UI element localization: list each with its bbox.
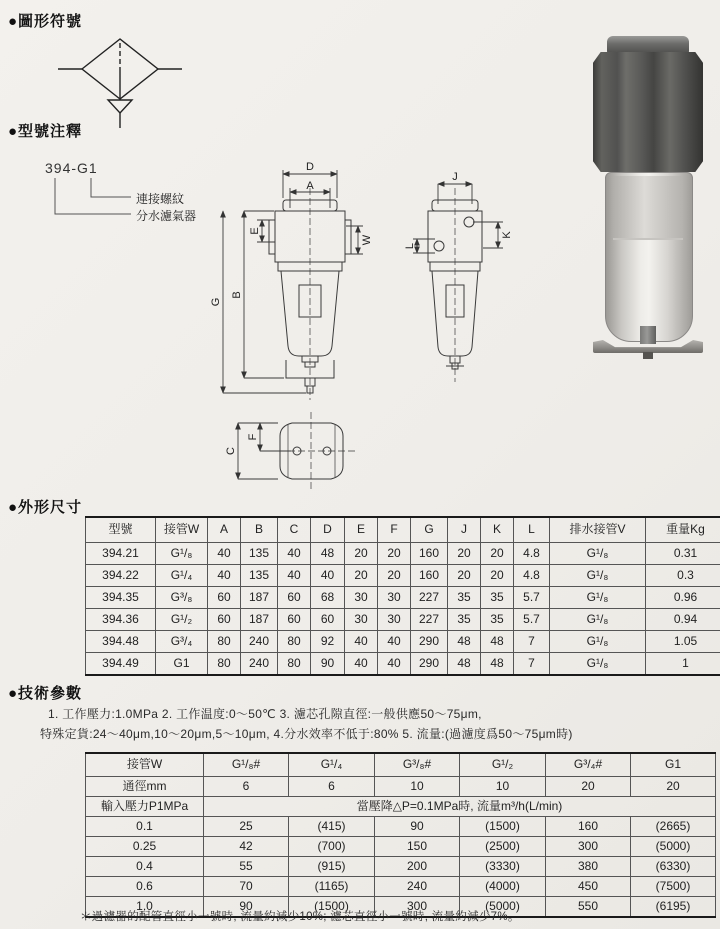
cell: 1.05	[646, 631, 720, 653]
row-label: 接管W	[86, 753, 204, 777]
heading-graphic-symbol: ●圖形符號	[8, 13, 83, 30]
cell: 20	[378, 565, 411, 587]
cell: 35	[481, 587, 514, 609]
dim-label-A: A	[306, 180, 314, 192]
table-row	[86, 543, 720, 565]
col-header: F	[378, 517, 411, 543]
table-row	[86, 631, 720, 653]
thread-header: G³/₈#	[375, 753, 460, 777]
table-row	[86, 777, 716, 797]
label-water-filter: 分水濾氣器	[136, 209, 197, 223]
table-row	[86, 609, 720, 631]
cell: (700)	[289, 837, 375, 857]
cell: 7	[514, 653, 550, 676]
cell: 70	[204, 877, 289, 897]
dim-header-row	[86, 517, 720, 543]
col-header: G	[411, 517, 448, 543]
cell: G¹/₈	[550, 543, 646, 565]
cell: 10	[375, 777, 460, 797]
spec-note-line2: 特殊定貨:24～40μm,10～20μm,5～10μm, 4.分水效率不低于:80% 5. 流量:(過濾度爲50～75μm時)	[40, 727, 573, 741]
heading-model-notes: ●型號注釋	[8, 123, 83, 140]
cell: 394.21	[86, 543, 156, 565]
cell: 40	[378, 631, 411, 653]
heading-tech-params: ●技術參數	[8, 685, 83, 702]
dim-label-K: K	[501, 231, 513, 239]
photo-top-cap	[607, 36, 689, 54]
cell: 80	[278, 631, 311, 653]
table-row	[86, 857, 716, 877]
cell: 20	[345, 543, 378, 565]
cell: (1500)	[460, 817, 546, 837]
col-header: E	[345, 517, 378, 543]
cell: 20	[378, 543, 411, 565]
cell: 6	[204, 777, 289, 797]
cell: 5.7	[514, 609, 550, 631]
cell: 1	[646, 653, 720, 676]
table-row	[86, 587, 720, 609]
col-header: A	[208, 517, 241, 543]
cell: (2665)	[631, 817, 716, 837]
cell: 60	[311, 609, 345, 631]
cell: 0.31	[646, 543, 720, 565]
table-row	[86, 653, 720, 676]
model-number: 394-G1	[45, 160, 98, 176]
cell: 90	[375, 817, 460, 837]
col-header: L	[514, 517, 550, 543]
pressure-drop-note: 當壓降△P=0.1MPa時, 流量m³/h(L/min)	[204, 797, 716, 817]
cell: 55	[204, 857, 289, 877]
cell: 135	[241, 543, 278, 565]
model-leader-lines	[45, 178, 135, 220]
row-label: 0.6	[86, 877, 204, 897]
table-row	[86, 817, 716, 837]
cell: 0.96	[646, 587, 720, 609]
cell: 0.3	[646, 565, 720, 587]
cell: 240	[241, 631, 278, 653]
cell: 20	[448, 543, 481, 565]
cell: 40	[208, 543, 241, 565]
cell: 300	[546, 837, 631, 857]
table-row	[86, 797, 716, 817]
photo-filter-element	[613, 176, 683, 240]
cell: 290	[411, 653, 448, 676]
cell: 227	[411, 609, 448, 631]
cell: 48	[448, 653, 481, 676]
cell: 40	[278, 565, 311, 587]
cell: (7500)	[631, 877, 716, 897]
cell: (5000)	[460, 897, 546, 918]
cell: 4.8	[514, 565, 550, 587]
cell: (1500)	[289, 897, 375, 918]
cell: 48	[481, 653, 514, 676]
col-header: 排水接管V	[550, 517, 646, 543]
thread-header: G¹/₈#	[204, 753, 289, 777]
cell: G³/₄	[156, 631, 208, 653]
thread-header: G¹/₂	[460, 753, 546, 777]
dimensions-table	[85, 516, 720, 676]
cell: 240	[241, 653, 278, 676]
cell: 30	[378, 609, 411, 631]
cell: 35	[448, 587, 481, 609]
dimension-lines	[223, 170, 503, 479]
cell: G¹/₈	[550, 587, 646, 609]
dim-label-L: L	[404, 242, 416, 250]
cell: 160	[411, 543, 448, 565]
cell: 20	[345, 565, 378, 587]
thread-header: G¹/₄	[289, 753, 375, 777]
cell: G1	[156, 653, 208, 676]
cell: 394.36	[86, 609, 156, 631]
cell: 450	[546, 877, 631, 897]
cell: (2500)	[460, 837, 546, 857]
row-label: 通徑mm	[86, 777, 204, 797]
spec-note-line1: 1. 工作壓力:1.0MPa 2. 工作温度:0～50℃ 3. 濾芯孔隙直徑:一般供應50～75μm,	[48, 707, 482, 721]
cell: 80	[208, 653, 241, 676]
cell: 160	[546, 817, 631, 837]
cell: (3330)	[460, 857, 546, 877]
dim-label-E: E	[249, 227, 261, 235]
table-footnote: ＊過濾器的配管直徑小一號時, 流量約減少10%; 濾芯直徑小一號時, 流量約減少7%。	[80, 911, 520, 923]
cell: 187	[241, 609, 278, 631]
cell: 0.94	[646, 609, 720, 631]
cell: 20	[481, 543, 514, 565]
product-photo	[583, 30, 713, 365]
table-row	[86, 837, 716, 857]
flow-rate-table	[85, 752, 716, 918]
symbol-drain-triangle	[108, 100, 132, 113]
row-label: 輸入壓力P1MPa	[86, 797, 204, 817]
dim-label-W: W	[361, 234, 373, 246]
cell: 40	[311, 565, 345, 587]
col-header: 型號	[86, 517, 156, 543]
col-header: 接管W	[156, 517, 208, 543]
cell: G¹/₈	[550, 609, 646, 631]
flow-header-row	[86, 753, 716, 777]
cell: 48	[481, 631, 514, 653]
cell: 394.49	[86, 653, 156, 676]
dim-label-C: C	[225, 447, 237, 455]
cell: 227	[411, 587, 448, 609]
cell: (415)	[289, 817, 375, 837]
cell: 30	[378, 587, 411, 609]
col-header: D	[311, 517, 345, 543]
cell: 35	[448, 609, 481, 631]
row-label: 0.4	[86, 857, 204, 877]
cell: 6	[289, 777, 375, 797]
cell: 394.35	[86, 587, 156, 609]
heading-dimensions: ●外形尺寸	[8, 499, 83, 516]
cell: 20	[631, 777, 716, 797]
label-connection-thread: 連接螺紋	[136, 192, 185, 206]
dim-label-F: F	[247, 433, 259, 441]
filter-symbol	[50, 34, 190, 134]
cell: 40	[278, 543, 311, 565]
col-header: C	[278, 517, 311, 543]
cell: (5000)	[631, 837, 716, 857]
side-view	[428, 188, 482, 382]
cell: 394.22	[86, 565, 156, 587]
dim-label-G: G	[210, 297, 222, 307]
col-header: J	[448, 517, 481, 543]
cell: 48	[448, 631, 481, 653]
cell: G¹/₈	[550, 631, 646, 653]
cell: 35	[481, 609, 514, 631]
cell: 30	[345, 609, 378, 631]
cell: 290	[411, 631, 448, 653]
cell: 240	[375, 877, 460, 897]
photo-drain-stem	[640, 326, 656, 344]
cell: (6330)	[631, 857, 716, 877]
cell: 42	[204, 837, 289, 857]
cell: 200	[375, 857, 460, 877]
cell: 40	[208, 565, 241, 587]
thread-header: G³/₄#	[546, 753, 631, 777]
col-header: K	[481, 517, 514, 543]
cell: 20	[481, 565, 514, 587]
cell: 40	[345, 631, 378, 653]
cell: 150	[375, 837, 460, 857]
cell: 40	[378, 653, 411, 676]
cell: 80	[208, 631, 241, 653]
cell: 92	[311, 631, 345, 653]
cell: 30	[345, 587, 378, 609]
cell: 4.8	[514, 543, 550, 565]
cell: 90	[204, 897, 289, 918]
dim-label-D: D	[306, 161, 314, 173]
cell: 10	[460, 777, 546, 797]
row-label: 0.25	[86, 837, 204, 857]
cell: 60	[278, 587, 311, 609]
col-header: 重量Kg	[646, 517, 720, 543]
photo-drain-tip	[643, 352, 653, 359]
row-label: 0.1	[86, 817, 204, 837]
cell: (915)	[289, 857, 375, 877]
bottom-view	[268, 412, 356, 491]
cell: 80	[278, 653, 311, 676]
cell: 300	[375, 897, 460, 918]
cell: (4000)	[460, 877, 546, 897]
cell: (6195)	[631, 897, 716, 918]
cell: 20	[448, 565, 481, 587]
cell: 20	[546, 777, 631, 797]
cell: 160	[411, 565, 448, 587]
cell: 550	[546, 897, 631, 918]
thread-header: G1	[631, 753, 716, 777]
cell: 48	[311, 543, 345, 565]
cell: (1165)	[289, 877, 375, 897]
cell: 7	[514, 631, 550, 653]
cell: 5.7	[514, 587, 550, 609]
front-view	[269, 188, 351, 400]
cell: 135	[241, 565, 278, 587]
row-label: 1.0	[86, 897, 204, 918]
col-header: B	[241, 517, 278, 543]
dimension-drawings	[200, 160, 530, 505]
cell: G¹/₂	[156, 609, 208, 631]
table-row	[86, 877, 716, 897]
cell: G¹/₈	[550, 565, 646, 587]
cell: 394.48	[86, 631, 156, 653]
dim-label-J: J	[452, 171, 458, 183]
dim-label-B: B	[231, 291, 243, 299]
cell: 60	[208, 587, 241, 609]
table-row	[86, 565, 720, 587]
cell: 25	[204, 817, 289, 837]
cell: 380	[546, 857, 631, 877]
cell: 68	[311, 587, 345, 609]
cell: 60	[278, 609, 311, 631]
photo-hex-body	[593, 52, 703, 172]
cell: G¹/₈	[156, 543, 208, 565]
cell: 187	[241, 587, 278, 609]
cell: 40	[345, 653, 378, 676]
cell: G³/₈	[156, 587, 208, 609]
cell: G¹/₄	[156, 565, 208, 587]
cell: G¹/₈	[550, 653, 646, 676]
cell: 60	[208, 609, 241, 631]
cell: 90	[311, 653, 345, 676]
